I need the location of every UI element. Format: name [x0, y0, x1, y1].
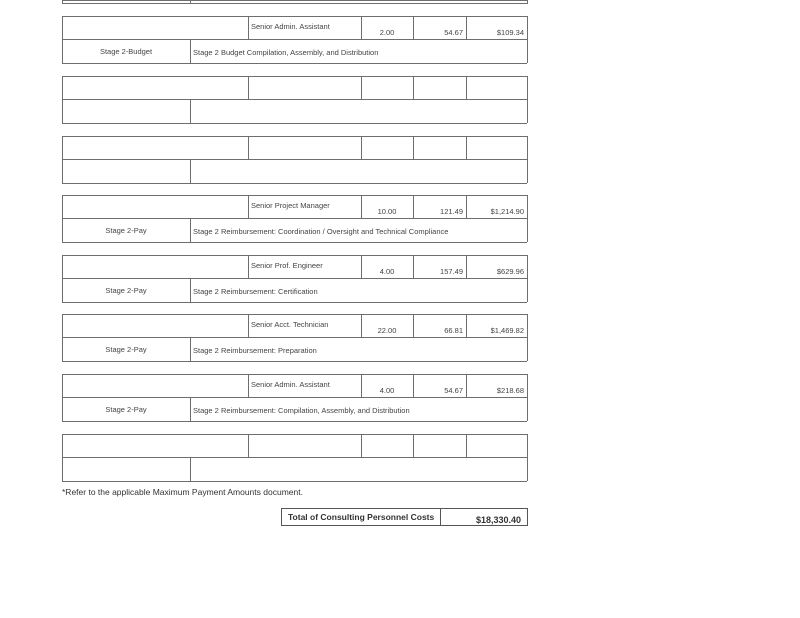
rate-cell: 66.81: [444, 326, 463, 335]
table-rule: [62, 481, 527, 482]
table-rule: [466, 434, 467, 457]
table-rule: [413, 434, 414, 457]
table-rule: [527, 76, 528, 123]
table-rule: [248, 136, 249, 159]
table-rule: [190, 39, 191, 63]
amount-cell: $1,469.82: [490, 326, 524, 335]
amount-cell: $1,214.90: [490, 207, 524, 216]
role-cell: Senior Acct. Technician: [251, 320, 329, 329]
table-rule: [62, 278, 527, 279]
table-rule: [62, 242, 527, 243]
table-rule: [527, 16, 528, 63]
description-cell: Stage 2 Reimbursement: Compilation, Assembly, and Distribution: [193, 406, 410, 415]
table-rule: [62, 434, 63, 481]
hours-cell: 4.00: [379, 386, 395, 395]
role-cell: Senior Admin. Assistant: [251, 22, 330, 31]
description-cell: Stage 2 Budget Compilation, Assembly, and Distribution: [193, 48, 379, 57]
table-rule: [527, 434, 528, 481]
table-rule: [190, 278, 191, 302]
hours-cell: 10.00: [377, 207, 397, 216]
total-value: $18,330.40: [441, 508, 528, 526]
table-rule: [62, 0, 527, 1]
rate-cell: 54.67: [444, 28, 463, 37]
table-rule: [248, 314, 249, 337]
table-rule: [466, 76, 467, 99]
table-rule: [190, 397, 191, 421]
table-rule: [62, 159, 527, 160]
table-rule: [190, 218, 191, 242]
table-rule: [62, 361, 527, 362]
description-cell: Stage 2 Reimbursement: Preparation: [193, 346, 317, 355]
table-rule: [527, 255, 528, 302]
table-rule: [62, 136, 63, 183]
footnote: *Refer to the applicable Maximum Payment Amounts document.: [62, 487, 303, 497]
table-rule: [62, 218, 527, 219]
table-rule: [527, 0, 528, 4]
table-rule: [413, 76, 414, 99]
table-rule: [62, 63, 527, 64]
amount-cell: $629.96: [496, 267, 524, 276]
table-rule: [62, 337, 527, 338]
stage-cell: Stage 2-Budget: [99, 47, 153, 56]
table-rule: [190, 337, 191, 361]
role-cell: Senior Project Manager: [251, 201, 330, 210]
table-rule: [248, 195, 249, 218]
table-rule: [190, 457, 191, 481]
table-rule: [62, 457, 527, 458]
stage-cell: Stage 2-Pay: [105, 345, 147, 354]
stage-cell: Stage 2-Pay: [105, 286, 147, 295]
table-rule: [190, 159, 191, 183]
table-rule: [62, 255, 527, 256]
table-rule: [248, 255, 249, 278]
table-rule: [62, 302, 527, 303]
table-rule: [62, 76, 527, 77]
table-rule: [62, 3, 527, 4]
amount-cell: $109.34: [496, 28, 524, 37]
table-rule: [361, 76, 362, 99]
table-rule: [248, 16, 249, 39]
table-rule: [248, 374, 249, 397]
hours-cell: 22.00: [377, 326, 397, 335]
rate-cell: 54.67: [444, 386, 463, 395]
table-rule: [62, 76, 63, 123]
table-rule: [62, 421, 527, 422]
table-rule: [62, 39, 527, 40]
table-rule: [62, 195, 527, 196]
role-cell: Senior Admin. Assistant: [251, 380, 330, 389]
table-rule: [62, 123, 527, 124]
table-rule: [361, 434, 362, 457]
table-rule: [62, 136, 527, 137]
stage-cell: Stage 2-Pay: [105, 226, 147, 235]
table-rule: [62, 374, 527, 375]
table-rule: [62, 99, 527, 100]
description-cell: Stage 2 Reimbursement: Certification: [193, 287, 318, 296]
hours-cell: 4.00: [379, 267, 395, 276]
table-rule: [62, 397, 527, 398]
rate-cell: 157.49: [440, 267, 463, 276]
description-cell: Stage 2 Reimbursement: Coordination / Oversight and Technical Compliance: [193, 227, 449, 236]
table-rule: [62, 314, 527, 315]
table-rule: [466, 136, 467, 159]
hours-cell: 2.00: [379, 28, 395, 37]
table-rule: [413, 136, 414, 159]
table-rule: [527, 136, 528, 183]
table-rule: [190, 99, 191, 123]
table-rule: [248, 76, 249, 99]
table-rule: [361, 136, 362, 159]
table-rule: [62, 16, 527, 17]
amount-cell: $218.68: [496, 386, 524, 395]
table-rule: [248, 434, 249, 457]
total-label: Total of Consulting Personnel Costs: [281, 508, 441, 526]
table-rule: [527, 195, 528, 242]
table-rule: [62, 183, 527, 184]
stage-cell: Stage 2-Pay: [105, 405, 147, 414]
table-rule: [527, 314, 528, 361]
role-cell: Senior Prof. Engineer: [251, 261, 323, 270]
rate-cell: 121.49: [440, 207, 463, 216]
table-rule: [62, 434, 527, 435]
table-rule: [527, 374, 528, 421]
